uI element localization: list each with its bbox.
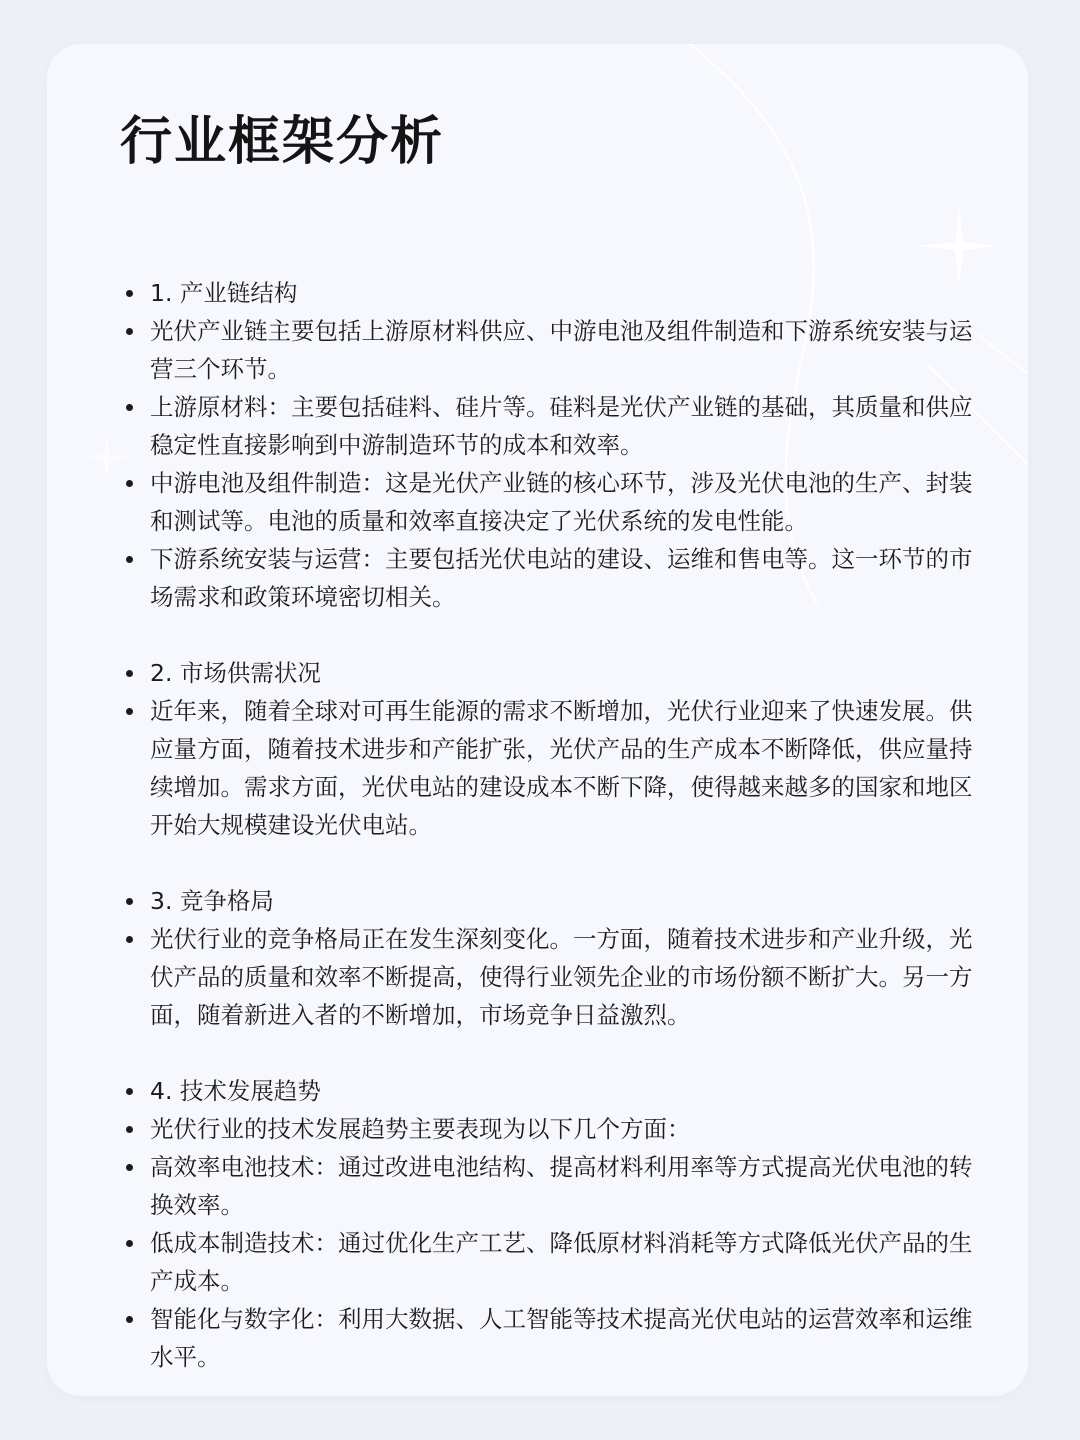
sparkle-icon xyxy=(86,436,128,478)
bullet-icon xyxy=(126,480,133,487)
bullet-icon xyxy=(126,670,133,677)
list-item xyxy=(126,882,976,920)
bullet-icon xyxy=(126,328,133,335)
section-tech-trends xyxy=(126,1072,976,1376)
item-text: 上游原材料：主要包括硅料、硅片等。硅料是光伏产业链的基础，其质量和供应稳定性直接影响到中游制造环节的成本和效率。 xyxy=(150,393,973,459)
bullet-icon xyxy=(126,1126,133,1133)
list-item xyxy=(126,1072,976,1110)
list-item xyxy=(126,540,976,616)
bullet-icon xyxy=(126,1164,133,1171)
list-item xyxy=(126,464,976,540)
content-card xyxy=(47,44,1028,1396)
bullet-icon xyxy=(126,556,133,563)
item-text: 光伏产业链主要包括上游原材料供应、中游电池及组件制造和下游系统安装与运营三个环节。 xyxy=(150,317,973,383)
list-item xyxy=(126,1148,976,1224)
list-item xyxy=(126,388,976,464)
bullet-icon xyxy=(126,404,133,411)
section-industry-chain xyxy=(126,274,976,616)
item-text: 低成本制造技术：通过优化生产工艺、降低原材料消耗等方式降低光伏产品的生产成本。 xyxy=(150,1229,973,1295)
sections-container xyxy=(126,274,976,1396)
bullet-icon xyxy=(126,1316,133,1323)
item-text: 近年来，随着全球对可再生能源的需求不断增加，光伏行业迎来了快速发展。供应量方面，随着技术进步和产能扩张，光伏产品的生产成本不断降低，供应量持续增加。需求方面，光伏电站的建设成本不断下降，使得越来越多的国家和地区开始大规模建设光伏电站。 xyxy=(150,697,973,839)
bullet-icon xyxy=(126,708,133,715)
section-market-supply-demand xyxy=(126,654,976,844)
list-item xyxy=(126,274,976,312)
item-text: 光伏行业的技术发展趋势主要表现为以下几个方面： xyxy=(150,1115,691,1143)
bullet-icon xyxy=(126,1240,133,1247)
list-item xyxy=(126,1300,976,1376)
item-text: 高效率电池技术：通过改进电池结构、提高材料利用率等方式提高光伏电池的转换效率。 xyxy=(150,1153,973,1219)
list-item xyxy=(126,1110,976,1148)
item-text: 3. 竞争格局 xyxy=(150,887,274,915)
list-item xyxy=(126,692,976,844)
item-text: 光伏行业的竞争格局正在发生深刻变化。一方面，随着技术进步和产业升级，光伏产品的质量和效率不断提高，使得行业领先企业的市场份额不断扩大。另一方面，随着新进入者的不断增加，市场竞争日益激烈。 xyxy=(150,925,973,1029)
list-item xyxy=(126,312,976,388)
list-item xyxy=(126,1224,976,1300)
item-text: 1. 产业链结构 xyxy=(150,279,298,307)
section-competition xyxy=(126,882,976,1034)
item-text: 中游电池及组件制造：这是光伏产业链的核心环节，涉及光伏电池的生产、封装和测试等。电池的质量和效率直接决定了光伏系统的发电性能。 xyxy=(150,469,973,535)
bullet-icon xyxy=(126,1088,133,1095)
bullet-icon xyxy=(126,936,133,943)
list-item xyxy=(126,654,976,692)
item-text: 2. 市场供需状况 xyxy=(150,659,321,687)
item-text: 智能化与数字化：利用大数据、人工智能等技术提高光伏电站的运营效率和运维水平。 xyxy=(150,1305,973,1371)
bullet-icon xyxy=(126,898,133,905)
item-text: 4. 技术发展趋势 xyxy=(150,1077,321,1105)
list-item xyxy=(126,920,976,1034)
item-text: 下游系统安装与运营：主要包括光伏电站的建设、运维和售电等。这一环节的市场需求和政策环境密切相关。 xyxy=(150,545,973,611)
page-title: 行业框架分析 xyxy=(120,112,445,172)
bullet-icon xyxy=(126,290,133,297)
